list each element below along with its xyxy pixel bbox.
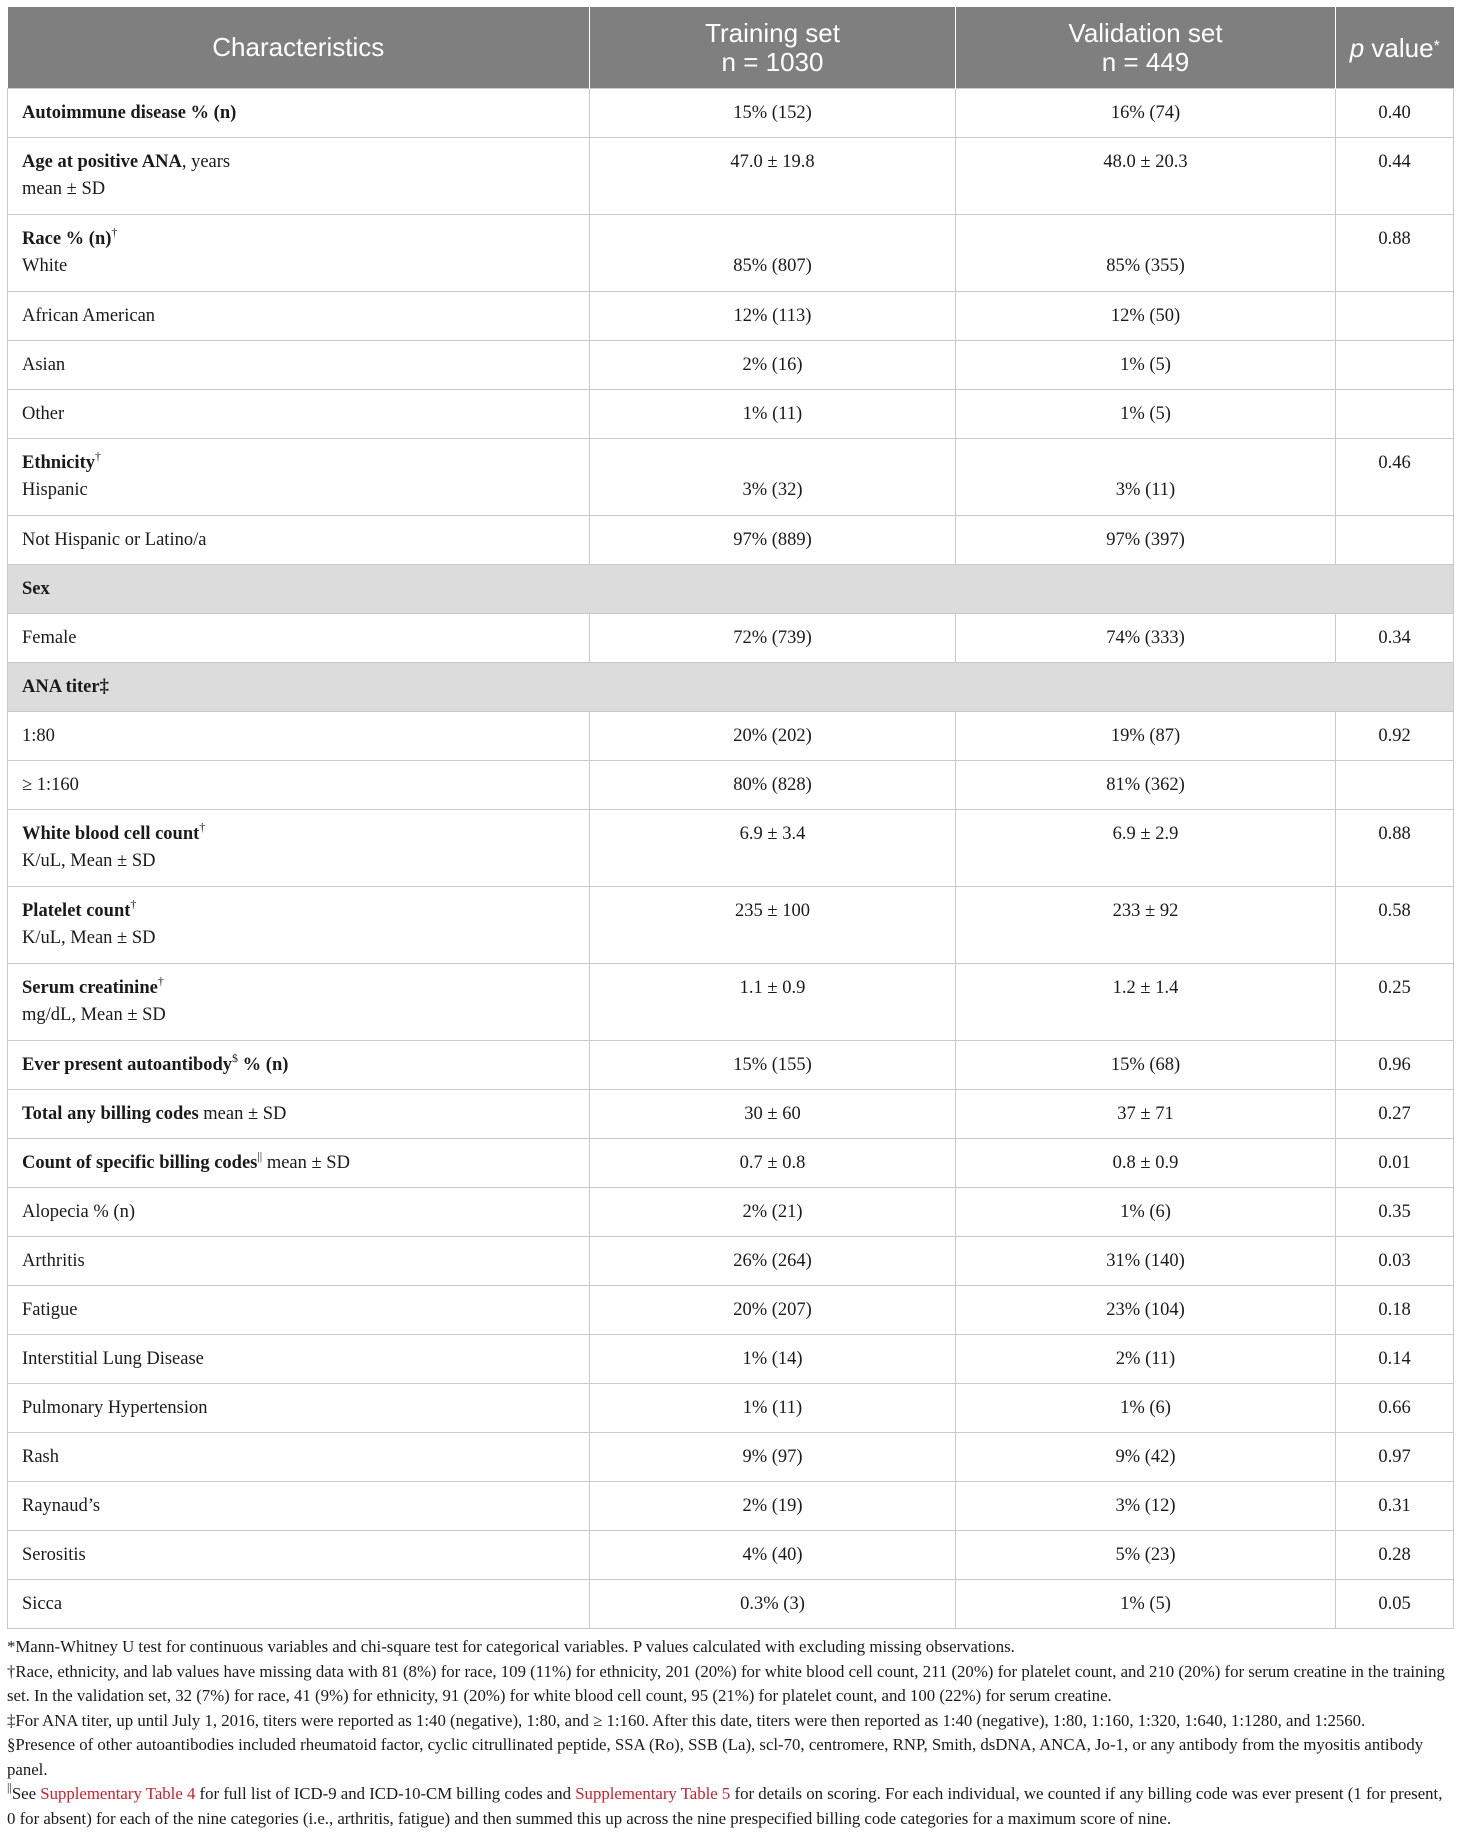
table-cell: 0.31: [1336, 1482, 1454, 1531]
table-cell: Sicca: [8, 1580, 590, 1629]
table-cell: [956, 439, 1336, 516]
table-cell: 0.8 ± 0.9: [956, 1139, 1336, 1188]
table-cell: [1336, 341, 1454, 390]
table-cell: 0.28: [1336, 1531, 1454, 1580]
table-cell: [1336, 390, 1454, 439]
table-cell: 1% (5): [956, 1580, 1336, 1629]
cell-text: Total any billing codes: [22, 1104, 199, 1124]
cell-text: Ethnicity: [22, 453, 95, 473]
table-row: [8, 1286, 1454, 1335]
cell-text: % (n): [238, 1055, 289, 1075]
table-cell: 0.40: [1336, 89, 1454, 138]
cell-text: for details on scoring. For each individual, we counted if any billing code was ever present (1 for present, 0 for absent) for each of the nine categories (i.e., arthritis, fatigue) and then summed this up across the nine prespecified billing code categories for a maximum score of nine.: [7, 1784, 1443, 1828]
table-cell: 0.35: [1336, 1188, 1454, 1237]
table-cell: [8, 565, 1454, 614]
table-cell: 2% (11): [956, 1335, 1336, 1384]
table-cell: 12% (50): [956, 292, 1336, 341]
table-cell: 1% (5): [956, 341, 1336, 390]
table-cell: 0.66: [1336, 1384, 1454, 1433]
cell-text: value: [1364, 33, 1434, 63]
section-row-ana-titer: [8, 663, 1454, 712]
cell-text: ANA titer‡: [22, 677, 109, 697]
table-cell: 0.34: [1336, 614, 1454, 663]
table-cell: Not Hispanic or Latino/a: [8, 516, 590, 565]
table-cell: Pulmonary Hypertension: [8, 1384, 590, 1433]
table-cell: 0.97: [1336, 1433, 1454, 1482]
cell-text: White blood cell count: [22, 824, 200, 844]
table-cell: 26% (264): [590, 1237, 956, 1286]
table-cell: 0.88: [1336, 215, 1454, 292]
table-cell: 1% (6): [956, 1188, 1336, 1237]
table-row: [8, 1188, 1454, 1237]
table-cell: 1% (11): [590, 390, 956, 439]
cell-text: Characteristics: [212, 32, 385, 62]
table-cell: African American: [8, 292, 590, 341]
cell-text: mean ± SD: [22, 179, 106, 199]
cell-text: mg/dL, Mean ± SD: [22, 1005, 166, 1025]
header-training-set: [590, 7, 956, 89]
cell-text: Race % (n): [22, 229, 112, 249]
table-cell: 2% (16): [590, 341, 956, 390]
table-cell: 1.2 ± 1.4: [956, 964, 1336, 1041]
table-cell: Rash: [8, 1433, 590, 1482]
table-cell: 6.9 ± 2.9: [956, 810, 1336, 887]
table-row: [8, 964, 1454, 1041]
table-row: [8, 1335, 1454, 1384]
table-cell: 30 ± 60: [590, 1090, 956, 1139]
table-cell: 0.58: [1336, 887, 1454, 964]
supplementary-table-4-link[interactable]: Supplementary Table 4: [40, 1784, 196, 1803]
cell-text: †: [94, 449, 101, 463]
table-cell: 20% (207): [590, 1286, 956, 1335]
table-cell: [8, 663, 1454, 712]
table-cell: [8, 215, 590, 292]
cell-text: †: [157, 974, 164, 988]
table-cell: 37 ± 71: [956, 1090, 1336, 1139]
cell-text: Training set: [705, 17, 840, 48]
table-cell: [8, 1139, 590, 1188]
table-cell: 1% (6): [956, 1384, 1336, 1433]
cell-text: Hispanic: [22, 480, 88, 500]
table-cell: 15% (152): [590, 89, 956, 138]
table-cell: 0.96: [1336, 1041, 1454, 1090]
table-row: [8, 138, 1454, 215]
table-row: [8, 810, 1454, 887]
table-cell: [8, 439, 590, 516]
cell-text: mean ± SD: [262, 1153, 350, 1173]
table-row: [8, 887, 1454, 964]
table-cell: [8, 89, 590, 138]
table-cell: 1% (11): [590, 1384, 956, 1433]
table-row: [8, 712, 1454, 761]
table-cell: Fatigue: [8, 1286, 590, 1335]
cell-text: Serum creatinine: [22, 978, 158, 998]
table-cell: 2% (19): [590, 1482, 956, 1531]
table-row: [8, 1384, 1454, 1433]
cell-text: p: [1349, 33, 1365, 63]
table-cell: 0.7 ± 0.8: [590, 1139, 956, 1188]
cell-text: White: [22, 256, 68, 276]
table-cell: 4% (40): [590, 1531, 956, 1580]
table-cell: 72% (739): [590, 614, 956, 663]
cell-text: ||: [7, 1780, 12, 1794]
cell-text: 3% (11): [1115, 480, 1176, 500]
table-cell: 15% (68): [956, 1041, 1336, 1090]
table-cell: [1336, 292, 1454, 341]
table-cell: 48.0 ± 20.3: [956, 138, 1336, 215]
table-row: [8, 292, 1454, 341]
table-cell: 97% (397): [956, 516, 1336, 565]
cell-text: Autoimmune disease % (n): [22, 103, 237, 123]
table-row: [8, 1433, 1454, 1482]
table-cell: Asian: [8, 341, 590, 390]
table-container: [7, 7, 1453, 1831]
table-cell: 0.92: [1336, 712, 1454, 761]
table-cell: 1% (14): [590, 1335, 956, 1384]
cell-text: ||: [257, 1149, 263, 1163]
table-row: [8, 341, 1454, 390]
table-row: [8, 1139, 1454, 1188]
table-cell: [8, 1090, 590, 1139]
table-cell: 0.25: [1336, 964, 1454, 1041]
cell-text: †: [111, 225, 118, 239]
table-cell: [956, 215, 1336, 292]
table-cell: 81% (362): [956, 761, 1336, 810]
cell-text: Age at positive ANA: [22, 152, 182, 172]
cell-text: mean ± SD: [198, 1104, 287, 1124]
table-row: [8, 89, 1454, 138]
table-cell: Female: [8, 614, 590, 663]
table-cell: [1336, 761, 1454, 810]
table-row: [8, 1580, 1454, 1629]
table-row: [8, 1090, 1454, 1139]
table-row: [8, 761, 1454, 810]
cell-text: [1350, 33, 1440, 63]
header-characteristics: [8, 7, 590, 89]
table-cell: 9% (42): [956, 1433, 1336, 1482]
table-row: [8, 1041, 1454, 1090]
cell-text: Platelet count: [22, 901, 131, 921]
cell-text: †: [199, 820, 206, 834]
table-row: [8, 439, 1454, 516]
table-cell: Raynaud’s: [8, 1482, 590, 1531]
table-cell: 47.0 ± 19.8: [590, 138, 956, 215]
table-cell: 235 ± 100: [590, 887, 956, 964]
table-cell: [8, 810, 590, 887]
table-cell: 1.1 ± 0.9: [590, 964, 956, 1041]
cell-text: for full list of ICD-9 and ICD-10-CM billing codes and: [195, 1784, 576, 1803]
footnote-ana-titer: ‡For ANA titer, up until July 1, 2016, titers were reported as 1:40 (negative), 1:80, and ≥ 1:160. After this date, titers were then reported as 1:40 (negative), 1:80, 1:160, 1:320, 1:640, 1:1280, and 1:2560.: [7, 1710, 1366, 1730]
table-cell: 0.05: [1336, 1580, 1454, 1629]
table-cell: 74% (333): [956, 614, 1336, 663]
cell-text: K/uL, Mean ± SD: [22, 928, 156, 948]
cell-text: , years: [181, 152, 231, 172]
table-cell: 3% (12): [956, 1482, 1336, 1531]
table-row: [8, 215, 1454, 292]
table-cell: Alopecia % (n): [8, 1188, 590, 1237]
table-cell: Arthritis: [8, 1237, 590, 1286]
table-cell: 20% (202): [590, 712, 956, 761]
table-row: [8, 614, 1454, 663]
table-cell: 0.3% (3): [590, 1580, 956, 1629]
table-cell: 0.27: [1336, 1090, 1454, 1139]
table-row: [8, 1482, 1454, 1531]
table-cell: 9% (97): [590, 1433, 956, 1482]
table-row: [8, 390, 1454, 439]
cell-text: Count of specific billing codes: [22, 1153, 258, 1173]
table-cell: 0.14: [1336, 1335, 1454, 1384]
cell-text: Ever present autoantibody: [22, 1055, 233, 1075]
cell-text: n = 449: [1101, 46, 1190, 77]
table-row: [8, 1531, 1454, 1580]
table-cell: 97% (889): [590, 516, 956, 565]
table-row: [8, 516, 1454, 565]
table-cell: 1:80: [8, 712, 590, 761]
table-cell: 0.03: [1336, 1237, 1454, 1286]
table-cell: [8, 1041, 590, 1090]
cell-text: 3% (32): [742, 480, 803, 500]
table-cell: 6.9 ± 3.4: [590, 810, 956, 887]
table-cell: Serositis: [8, 1531, 590, 1580]
table-cell: [8, 887, 590, 964]
table-cell: 0.18: [1336, 1286, 1454, 1335]
table-cell: 2% (21): [590, 1188, 956, 1237]
table-cell: [8, 964, 590, 1041]
supplementary-table-5-link[interactable]: Supplementary Table 5: [575, 1784, 731, 1803]
table-cell: [590, 439, 956, 516]
table-cell: 23% (104): [956, 1286, 1336, 1335]
cell-text: Sex: [22, 579, 50, 599]
table-cell: [8, 138, 590, 215]
table-cell: 233 ± 92: [956, 887, 1336, 964]
table-cell: [1336, 516, 1454, 565]
table-cell: Interstitial Lung Disease: [8, 1335, 590, 1384]
header-validation-set: [956, 7, 1336, 89]
table-cell: 0.01: [1336, 1139, 1454, 1188]
table-cell: 0.44: [1336, 138, 1454, 215]
table-cell: 0.88: [1336, 810, 1454, 887]
cell-text: Validation set: [1068, 17, 1223, 48]
cell-text: K/uL, Mean ± SD: [22, 851, 156, 871]
section-row-sex: [8, 565, 1454, 614]
characteristics-table: [7, 7, 1454, 1629]
header-p-value: [1336, 7, 1454, 89]
footnote-billing-codes: [7, 1782, 1453, 1831]
table-cell: 0.46: [1336, 439, 1454, 516]
table-cell: [590, 215, 956, 292]
header-row: [8, 7, 1454, 89]
table-cell: ≥ 1:160: [8, 761, 590, 810]
table-cell: Other: [8, 390, 590, 439]
footnote-autoantibodies: §Presence of other autoantibodies included rheumatoid factor, cyclic citrullinated peptide, SSA (Ro), SSB (La), scl-70, centromere, RNP, Smith, dsDNA, ANCA, Jo-1, or any antibody from the myositis antibody panel.: [7, 1735, 1424, 1779]
cell-text: n = 1030: [721, 46, 824, 77]
cell-text: *: [1433, 38, 1440, 55]
cell-text: $: [232, 1051, 239, 1065]
table-row: [8, 1237, 1454, 1286]
table-cell: 15% (155): [590, 1041, 956, 1090]
table-cell: 16% (74): [956, 89, 1336, 138]
cell-text: 85% (355): [1106, 256, 1185, 276]
table-cell: 19% (87): [956, 712, 1336, 761]
footnote-missing-data: †Race, ethnicity, and lab values have missing data with 81 (8%) for race, 109 (11%) for ethnicity, 201 (20%) for white blood cell count, 211 (20%) for platelet count, and 210 (20%) for serum creatine in the training set. In the validation set, 32 (7%) for race, 41 (9%) for ethnicity, 91 (20%) for white blood cell count, 95 (21%) for platelet count, and 100 (22%) for serum creatine.: [7, 1661, 1445, 1705]
table-footnotes: [7, 1635, 1453, 1831]
table-cell: 1% (5): [956, 390, 1336, 439]
cell-text: 85% (807): [733, 256, 812, 276]
table-cell: 12% (113): [590, 292, 956, 341]
table-cell: 31% (140): [956, 1237, 1336, 1286]
table-cell: 5% (23): [956, 1531, 1336, 1580]
cell-text: †: [130, 897, 137, 911]
table-cell: 80% (828): [590, 761, 956, 810]
footnote-mann-whitney: *Mann-Whitney U test for continuous variables and chi-square test for categorical variables. P values calculated with excluding missing observations.: [7, 1637, 1015, 1656]
cell-text: See: [11, 1784, 41, 1803]
